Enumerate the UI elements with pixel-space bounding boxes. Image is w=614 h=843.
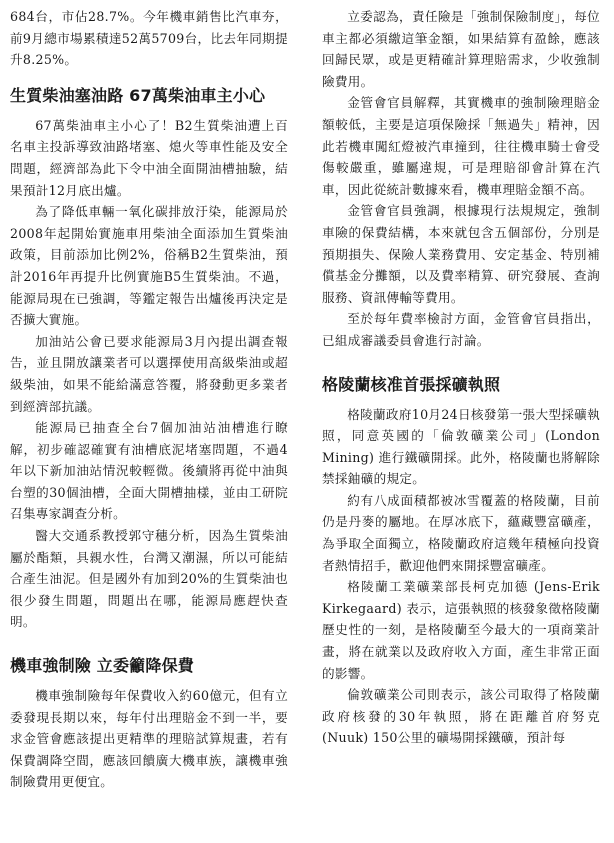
article-paragraph: 加油站公會已要求能源局3月內提出調查報告，並且開放讓業者可以選擇使用高級柴油或超級柴油，如果不能給滿意答覆，將發動更多業者到經濟部抗議。 bbox=[10, 333, 288, 414]
article-paragraph: 倫敦礦業公司則表示，該公司取得了格陵蘭政府核發的30年執照，將在距離首府努克 (Nuuk) 150公里的礦場開採鐵礦，預計每 bbox=[322, 687, 600, 746]
article-paragraph: 立委認為，責任險是「強制保險制度」，每位車主都必須繳這筆金額，如果結算有盈餘，應該回歸民眾，或是更精確計算理賠需求，少收強制險費用。 bbox=[322, 9, 600, 89]
article-paragraph: 醫大交通系教授郭守穗分析，因為生質柴油屬於酯類，具親水性，台灣又潮濕，所以可能結合產生油泥。但是國外有加到20%的生質柴油也很少發生問題，問題出在哪，能源局應趕快查明。 bbox=[10, 528, 288, 630]
intro-continuation: 684台，市佔28.7%。今年機車銷售比汽車夯，前9月總市場累積達52萬5709台，比去年同期提升8.25%。 bbox=[10, 9, 288, 68]
article-title-insurance: 機車強制險 立委籲降保費 bbox=[10, 656, 194, 676]
right-column bbox=[322, 6, 600, 749]
article-paragraph: 格陵蘭政府10月24日核發第一張大型採礦執照，同意英國的「倫敦礦業公司」(London Mining) 進行鐵礦開採。此外，格陵蘭也將解除禁採鈾礦的規定。 bbox=[322, 406, 600, 487]
article-paragraph: 67萬柴油車主小心了！B2生質柴油遭上百名車主投訴導致油路堵塞、熄火等車性能及安全問題，經濟部為此下令中油全面開油槽抽驗，結果預計12月底出爐。 bbox=[10, 117, 288, 198]
left-column bbox=[10, 6, 288, 793]
article-paragraph: 能源局已抽查全台7個加油站油槽進行瞭解，初步確認確實有油槽底泥堵塞問題，不過4年以下新加油站情況較輕微。後續將再從中油與台塑的30個油槽，全面大開槽抽樣，並由工研院召集專家調查分析。 bbox=[10, 420, 288, 522]
article-paragraph: 金管會官員解釋，其實機車的強制險理賠金額較低，主要是這項保險採「無過失」精神，因此若機車闖紅燈被汽車撞到，往往機車騎士會受傷較嚴重，雖屬違規，可是理賠卻會計算在汽車，因此從統計數據來看，機車理賠金額不高。 bbox=[322, 95, 600, 197]
article-title-biodiesel: 生質柴油塞油路 67萬柴油車主小心 bbox=[10, 85, 266, 105]
article-paragraph: 格陵蘭工業礦業部長柯克加德 (Jens-Erik Kirkegaard) 表示，這張執照的核發象徵格陵蘭歷史性的一刻，是格陵蘭至今最大的一項商業計畫，將在就業以及政府收入方面，產生非常正面的影響。 bbox=[322, 579, 600, 681]
article-paragraph: 金管會官員強調，根據現行法規規定，強制車險的保費結構，本來就包含五個部份，分別是預期損失、保險人業務費用、安定基金、特別補償基金分攤額，以及費率精算、研究發展、查詢服務、資訊傳輸等費用。 bbox=[322, 203, 600, 305]
article-paragraph: 至於每年費率檢討方面，金管會官員指出，已組成審議委員會進行討論。 bbox=[322, 311, 600, 348]
article-title-greenland: 格陵蘭核准首張採礦執照 bbox=[322, 374, 501, 394]
article-paragraph: 為了降低車輛一氧化碳排放汙染，能源局於2008年起開始實施車用柴油全面添加生質柴油政策，目前添加比例2%，俗稱B2生質柴油，預計2016年再提升比例實施B5生質柴油。不過，能源局現在已強調，等鑑定報告出爐後再決定是否擴大實施。 bbox=[10, 204, 288, 328]
article-paragraph: 機車強制險每年保費收入約60億元，但有立委發現長期以來，每年付出理賠金不到一半，要求金管會應該提出更精準的理賠試算規畫，若有保費調降空間，應該回饋廣大機車族，讓機車強制險費用更便宜。 bbox=[10, 688, 288, 790]
article-paragraph: 約有八成面積都被冰雪覆蓋的格陵蘭，目前仍是丹麥的屬地。在厚冰底下，蘊藏豐富礦產，為爭取全面獨立，格陵蘭政府這幾年積極向投資者熱情招手，歡迎他們來開採豐富礦產。 bbox=[322, 492, 600, 573]
